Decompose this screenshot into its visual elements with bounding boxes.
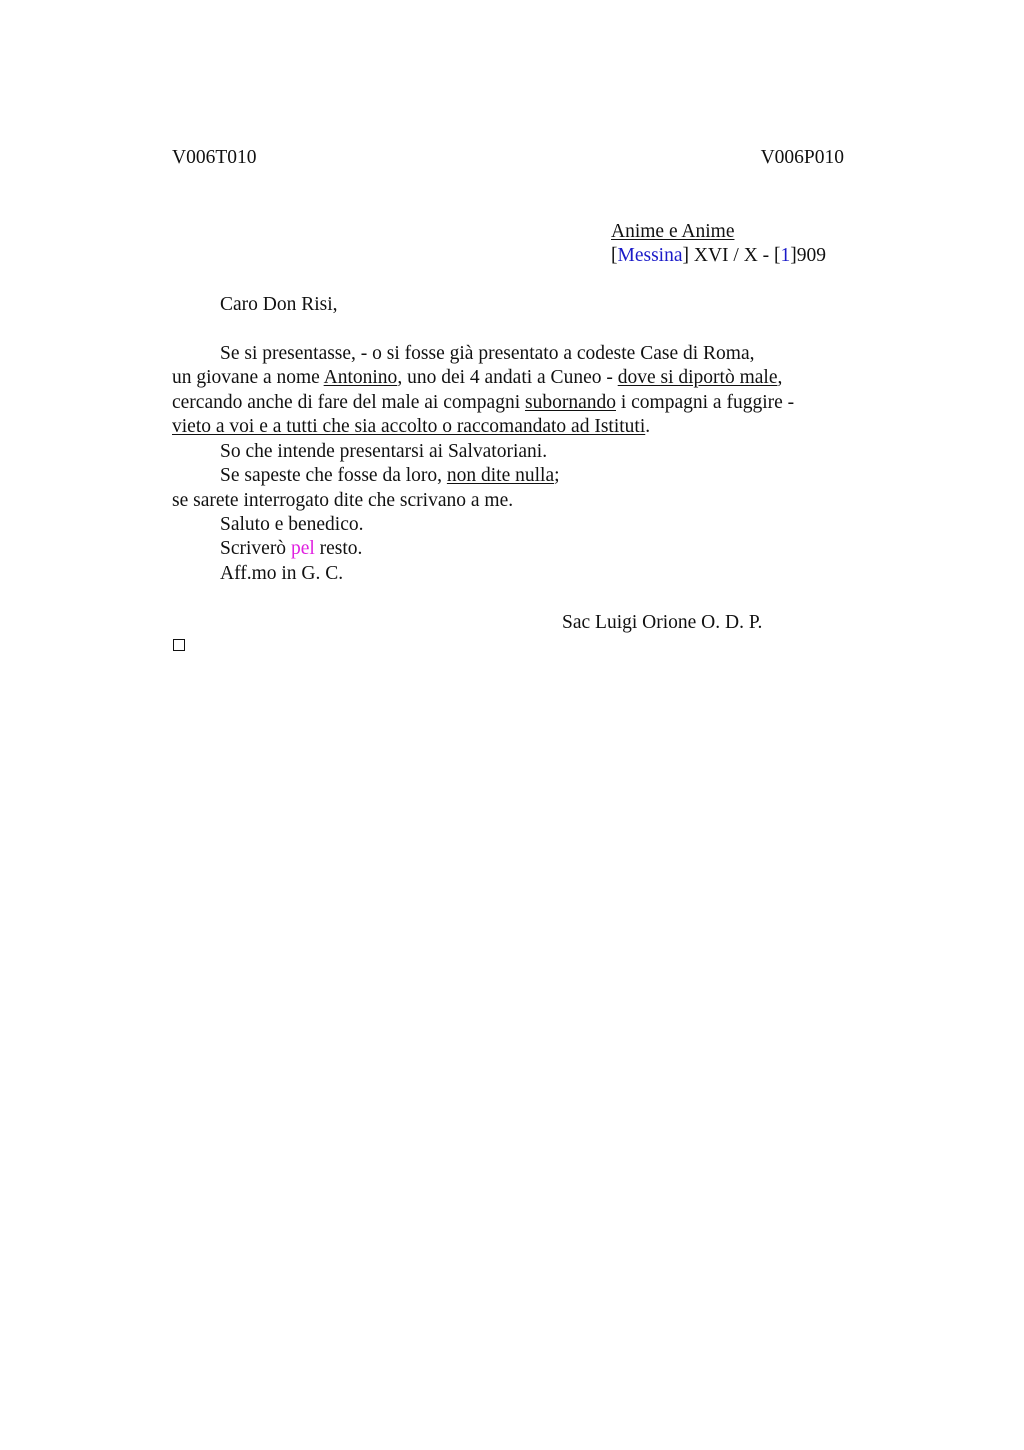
date-digit: 1: [780, 245, 791, 266]
letter-title-text: Anime e Anime: [611, 221, 735, 242]
date-close-bracket: ]: [682, 245, 689, 266]
date-open-bracket: [: [611, 245, 618, 266]
letter-title: [611, 220, 734, 244]
editorial-word: pel: [290, 538, 315, 559]
letter-date: [611, 244, 826, 268]
underlined-word: subornando: [524, 392, 616, 413]
closing: Aff.mo in G. C.: [220, 563, 344, 584]
text-segment: i compagni a fuggire -: [615, 392, 795, 413]
date-place: Messina: [617, 245, 683, 266]
paragraph-1-line-2: [172, 366, 782, 390]
text-segment: Se sapeste che fosse da loro,: [220, 465, 447, 486]
paragraph-3-line-1: [220, 464, 560, 488]
text-segment: ,: [777, 367, 783, 388]
text-segment: .: [645, 416, 651, 437]
square-outline-icon: [173, 639, 185, 651]
paragraph-2: So che intende presentarsi ai Salvatoriani.: [220, 441, 548, 462]
volume-code-right: V006P010: [760, 147, 844, 168]
underlined-phrase: vieto a voi e a tutti che sia accolto o raccomandato ad Istituti: [172, 416, 646, 437]
paragraph-1-line-4: [172, 415, 650, 439]
underlined-phrase: dove si diportò male: [617, 367, 778, 388]
salutation: Caro Don Risi,: [220, 294, 338, 315]
paragraph-4: Saluto e benedico.: [220, 514, 364, 535]
text-segment: un giovane a nome: [172, 367, 324, 388]
text-segment: resto.: [314, 538, 363, 559]
underlined-phrase: non dite nulla: [446, 465, 555, 486]
signature: Sac Luigi Orione O. D. P.: [562, 612, 763, 633]
date-year: ]909: [790, 245, 827, 266]
text-segment: Scriverò: [220, 538, 291, 559]
paragraph-3-line-2: se sarete interrogato dite che scrivano a me.: [172, 490, 514, 511]
text-segment: cercando anche di fare del male ai compagni: [172, 392, 525, 413]
date-middle: XVI / X - [: [689, 245, 781, 266]
volume-code-left: V006T010: [172, 147, 257, 168]
paragraph-5: [220, 537, 362, 561]
paragraph-1-line-1: Se si presentasse, - o si fosse già presentato a codeste Case di Roma,: [220, 343, 755, 364]
paragraph-1-line-3: [172, 391, 794, 415]
text-segment: , uno dei 4 andati a Cuneo -: [397, 367, 618, 388]
name-antonino: Antonino: [323, 367, 398, 388]
text-segment: ;: [554, 465, 560, 486]
